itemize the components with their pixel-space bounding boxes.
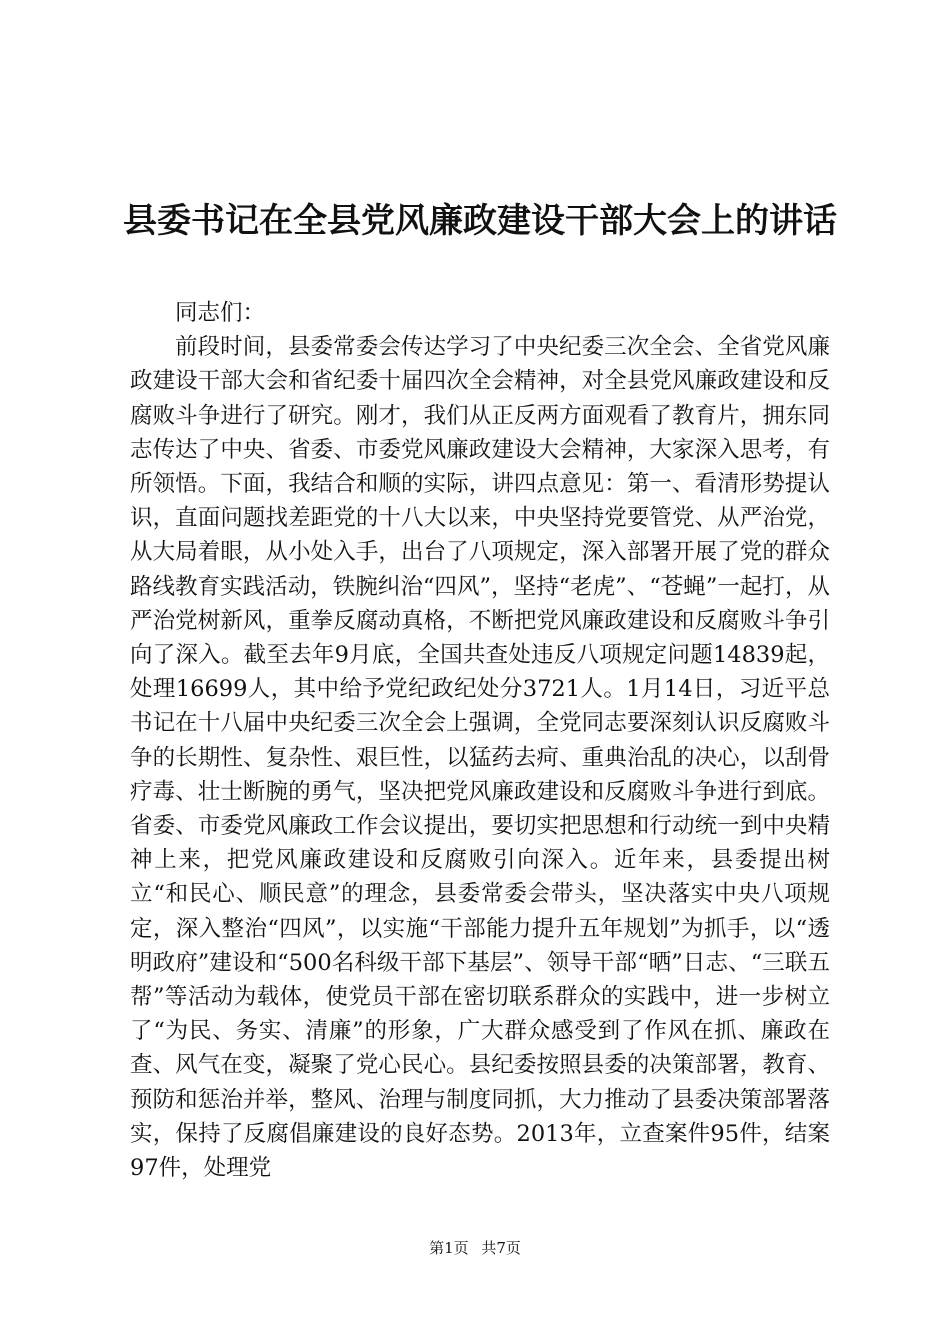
body-paragraph: 前段时间，县委常委会传达学习了中央纪委三次全会、全省党风廉政建设干部大会和省纪委十届四次全会精神，对全县党风廉政建设和反腐败斗争进行了研究。刚才，我们从正反两方面观看了教育片，拥东同志传达了中央、省委、市委党风廉政建设大会精神，大家深入思考，有所领悟。下面，我结合和顺的实际，讲四点意见：第一、看清形势提认识，直面问题找差距党的十八大以来，中央坚持党要管党、从严治党，从大局着眼，从小处入手，出台了八项规定，深入部署开展了党的群众路线教育实践活动，铁腕纠治“四风”，坚持“老虎”、“苍蝇”一起打，从严治党树新风，重拳反腐动真格，不断把党风廉政建设和反腐败斗争引向了深入。截至去年9月底，全国共查处违反八项规定问题14839起，处理16699人，其中给予党纪政纪处分3721人。1月14日，习近平总书记在十八届中央纪委三次全会上强调，全党同志要深刻认识反腐败斗争的长期性、复杂性、艰巨性，以猛药去疴、重典治乱的决心，以刮骨疗毒、壮士断腕的勇气，坚决把党风廉政建设和反腐败斗争进行到底。省委、市委党风廉政工作会议提出，要切实把思想和行动统一到中央精神上来，把党风廉政建设和反腐败引向深入。近年来，县委提出树立“和民心、顺民意”的理念，县委常委会带头，坚决落实中央八项规定，深入整治“四风”，以实施“干部能力提升五年规划”为抓手，以“透明政府”建设和“500名科级干部下基层”、领导干部“晒”日志、“三联五帮”等活动为载体，使党员干部在密切联系群众的实践中，进一步树立了“为民、务实、清廉”的形象，广大群众感受到了作风在抓、廉政在查、风气在变，凝聚了党心民心。县纪委按照县委的决策部署，教育、预防和惩治并举，整风、治理与制度同抓，大力推动了县委决策部署落实，保持了反腐倡廉建设的良好态势。2013年，立查案件95件，结案97件，处理党 — [130, 334, 830, 1182]
page-total: 共7页 — [481, 1239, 521, 1257]
salutation: 同志们： — [175, 300, 266, 326]
page-footer — [0, 1238, 950, 1258]
page-number: 第1页 — [429, 1239, 469, 1257]
document-body — [130, 296, 830, 1185]
document-title: 县委书记在全县党风廉政建设干部大会上的讲话 — [123, 201, 837, 241]
